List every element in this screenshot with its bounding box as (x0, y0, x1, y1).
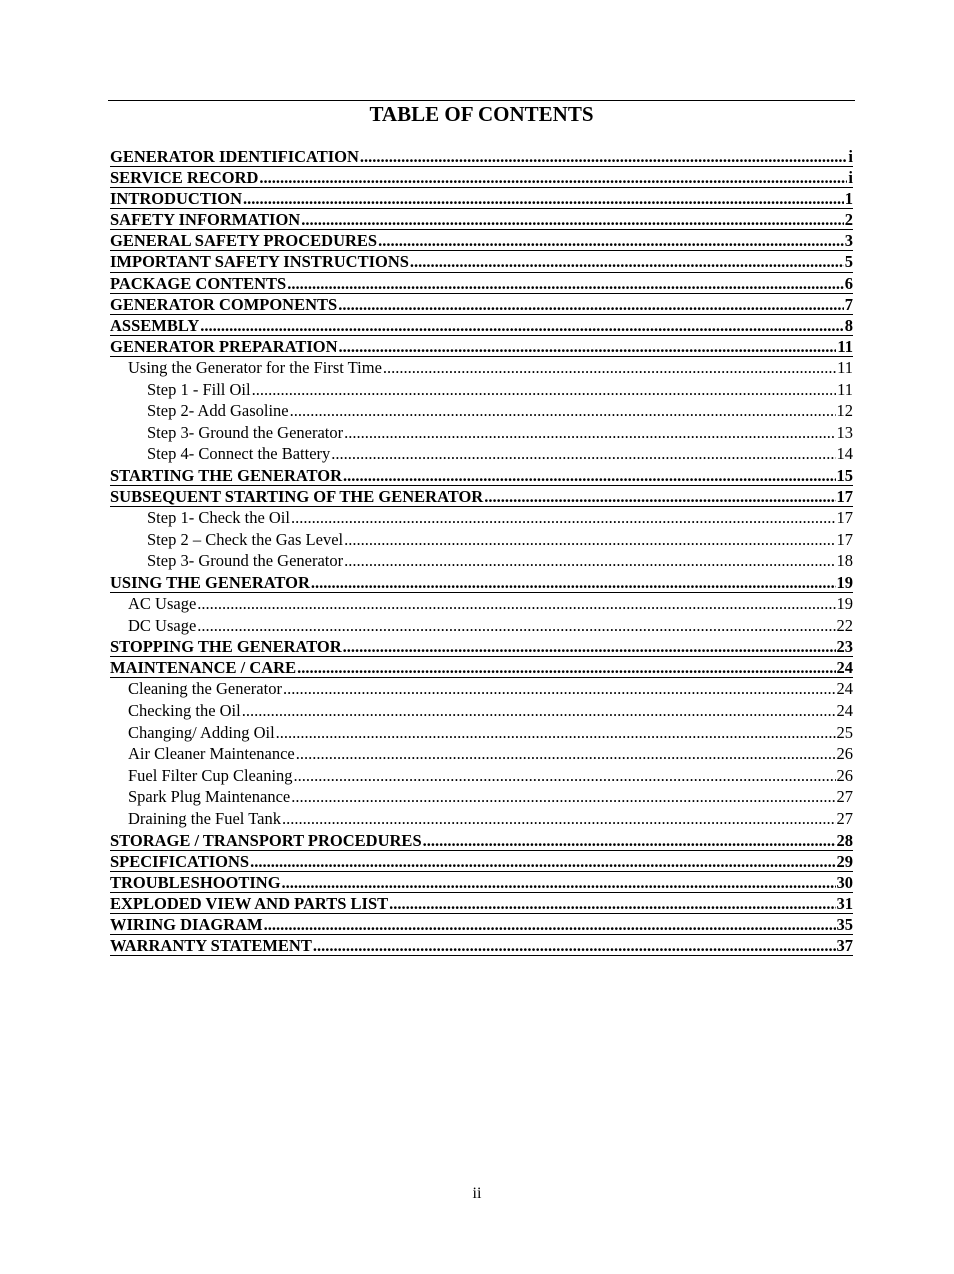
toc-entry[interactable] (110, 273, 853, 294)
toc-entry[interactable] (110, 830, 853, 851)
dot-leader (339, 336, 837, 357)
dot-leader (338, 294, 844, 315)
toc-entry-page: 19 (836, 572, 853, 592)
toc-entry[interactable] (110, 893, 853, 914)
toc-entry-title: WARRANTY STATEMENT (110, 935, 312, 955)
toc-entry[interactable] (110, 251, 853, 272)
toc-entry[interactable] (110, 743, 853, 765)
toc-entry[interactable] (110, 188, 853, 209)
toc-entry-title: Spark Plug Maintenance (128, 787, 291, 807)
toc-entry-title: MAINTENANCE / CARE (110, 658, 297, 678)
toc-entry-title: Step 2- Add Gasoline (147, 401, 289, 421)
toc-list (110, 146, 853, 956)
toc-entry[interactable] (110, 486, 853, 507)
toc-entry[interactable] (110, 507, 853, 529)
dot-leader (290, 400, 836, 422)
toc-entry[interactable] (110, 678, 853, 700)
dot-leader (250, 851, 835, 872)
toc-entry-title: Draining the Fuel Tank (128, 808, 281, 828)
toc-entry-title: GENERATOR PREPARATION (110, 336, 338, 356)
toc-entry-page: 17 (836, 487, 853, 506)
toc-entry[interactable] (110, 379, 853, 401)
toc-entry-page: 8 (844, 315, 853, 335)
page-title: TABLE OF CONTENTS (369, 102, 594, 126)
dot-leader (343, 636, 836, 657)
toc-entry-page: 13 (836, 422, 853, 442)
toc-entry-title: Step 1 - Fill Oil (147, 379, 251, 399)
toc-entry-title: ASSEMBLY (110, 315, 200, 335)
toc-entry-page: 5 (844, 252, 853, 272)
toc-entry-title: TROUBLESHOOTING (110, 872, 281, 892)
toc-entry-page: 24 (836, 658, 853, 678)
toc-entry[interactable] (110, 615, 853, 637)
toc-entry[interactable] (110, 657, 853, 678)
toc-entry-title: GENERAL SAFETY PROCEDURES (110, 231, 378, 251)
toc-entry-title: PACKAGE CONTENTS (110, 273, 287, 293)
toc-entry-title: INTRODUCTION (110, 189, 243, 209)
toc-entry-page: 19 (836, 593, 853, 613)
dot-leader (264, 914, 836, 935)
toc-entry-title: Step 3- Ground the Generator (147, 422, 344, 442)
dot-leader (343, 465, 835, 486)
toc-entry-page: 31 (836, 893, 853, 913)
toc-entry[interactable] (110, 230, 853, 251)
toc-entry[interactable] (110, 167, 853, 188)
dot-leader (197, 593, 835, 615)
toc-entry-title: USING THE GENERATOR (110, 572, 310, 592)
toc-entry[interactable] (110, 722, 853, 744)
dot-leader (410, 251, 844, 272)
dot-leader (331, 443, 835, 465)
toc-entry-page: 18 (836, 551, 853, 571)
toc-entry[interactable] (110, 914, 853, 935)
toc-entry-page: 25 (836, 722, 853, 742)
toc-entry-page: 29 (836, 851, 853, 871)
toc-entry-page: 27 (836, 787, 853, 807)
toc-entry[interactable] (110, 422, 853, 444)
toc-entry[interactable] (110, 336, 853, 357)
toc-entry-page: 37 (836, 935, 853, 955)
dot-leader (283, 678, 836, 700)
toc-entry-title: STOPPING THE GENERATOR (110, 637, 342, 657)
toc-entry-title: SUBSEQUENT STARTING OF THE GENERATOR (110, 487, 484, 506)
toc-entry-page: 28 (836, 830, 853, 850)
toc-entry[interactable] (110, 443, 853, 465)
toc-entry[interactable] (110, 808, 853, 830)
toc-entry[interactable] (110, 593, 853, 615)
toc-entry-title: SERVICE RECORD (110, 168, 259, 188)
toc-entry-title: GENERATOR COMPONENTS (110, 294, 338, 314)
toc-entry[interactable] (110, 209, 853, 230)
dot-leader (313, 935, 836, 956)
toc-entry-page: 17 (836, 508, 853, 528)
toc-entry[interactable] (110, 935, 853, 956)
toc-entry-title: Cleaning the Generator (128, 679, 282, 699)
toc-entry[interactable] (110, 765, 853, 787)
dot-leader (197, 615, 835, 637)
dot-leader (344, 529, 835, 551)
dot-leader (287, 273, 844, 294)
toc-entry[interactable] (110, 529, 853, 551)
dot-leader (344, 550, 835, 572)
dot-leader (242, 700, 836, 722)
toc-entry-page: 35 (836, 914, 853, 934)
dot-leader (301, 209, 844, 230)
toc-entry-title: Step 2 – Check the Gas Level (147, 529, 344, 549)
toc-entry-title: AC Usage (128, 593, 197, 613)
toc-entry-page: 11 (837, 357, 853, 377)
dot-leader (311, 572, 836, 593)
toc-entry[interactable] (110, 294, 853, 315)
toc-entry-page: 24 (836, 679, 853, 699)
dot-leader (360, 146, 847, 167)
dot-leader (200, 315, 843, 336)
dot-leader (243, 188, 844, 209)
toc-entry-page: 26 (836, 765, 853, 785)
toc-entry[interactable] (110, 315, 853, 336)
toc-entry-title: STARTING THE GENERATOR (110, 465, 343, 485)
dot-leader (389, 893, 835, 914)
dot-leader (252, 379, 837, 401)
page-number: ii (472, 1185, 482, 1202)
toc-entry-page: i (848, 168, 853, 188)
toc-entry[interactable] (110, 357, 853, 379)
dot-leader (484, 486, 835, 507)
dot-leader (297, 657, 835, 678)
toc-entry-page: 1 (844, 189, 853, 209)
toc-entry-page: 26 (836, 744, 853, 764)
toc-entry-title: WIRING DIAGRAM (110, 914, 263, 934)
toc-entry-page: 11 (837, 379, 853, 399)
dot-leader (282, 872, 836, 893)
toc-entry-page: 14 (836, 444, 853, 464)
toc-entry-title: Step 1- Check the Oil (147, 508, 290, 528)
toc-entry[interactable] (110, 465, 853, 486)
toc-entry-title: IMPORTANT SAFETY INSTRUCTIONS (110, 252, 409, 272)
dot-leader (378, 230, 844, 251)
dot-leader (294, 765, 836, 787)
toc-entry-page: 6 (844, 273, 853, 293)
toc-entry-title: Step 3- Ground the Generator (147, 551, 344, 571)
toc-entry-title: EXPLODED VIEW AND PARTS LIST (110, 893, 389, 913)
dot-leader (423, 830, 836, 851)
toc-entry-page: i (848, 147, 853, 166)
toc-entry[interactable] (110, 146, 853, 167)
toc-entry-title: Changing/ Adding Oil (128, 722, 275, 742)
toc-entry-title: Step 4- Connect the Battery (147, 444, 331, 464)
toc-entry[interactable] (110, 851, 853, 872)
toc-entry-title: GENERATOR IDENTIFICATION (110, 147, 359, 166)
toc-entry-title: Air Cleaner Maintenance (128, 744, 295, 764)
toc-entry-page: 7 (844, 294, 853, 314)
dot-leader (383, 357, 836, 379)
toc-entry-title: Using the Generator for the First Time (128, 357, 382, 377)
dot-leader (291, 786, 835, 808)
toc-entry-page: 17 (836, 529, 853, 549)
toc-entry[interactable] (110, 700, 853, 722)
dot-leader (291, 507, 836, 529)
toc-entry-title: SAFETY INFORMATION (110, 210, 301, 230)
toc-entry-page: 27 (836, 808, 853, 828)
dot-leader (276, 722, 836, 744)
toc-entry-page: 11 (837, 336, 853, 356)
toc-entry-page: 30 (836, 872, 853, 892)
toc-entry-page: 23 (836, 637, 853, 657)
toc-entry[interactable] (110, 636, 853, 657)
toc-entry-title: Fuel Filter Cup Cleaning (128, 765, 293, 785)
toc-entry[interactable] (110, 572, 853, 593)
toc-entry-title: SPECIFICATIONS (110, 851, 250, 871)
toc-entry[interactable] (110, 550, 853, 572)
toc-entry-page: 22 (836, 615, 853, 635)
toc-entry-page: 15 (836, 465, 853, 485)
toc-entry[interactable] (110, 400, 853, 422)
toc-entry-page: 2 (844, 210, 853, 230)
toc-entry[interactable] (110, 786, 853, 808)
toc-entry-page: 24 (836, 700, 853, 720)
dot-leader (259, 167, 847, 188)
toc-entry-title: STORAGE / TRANSPORT PROCEDURES (110, 830, 422, 850)
toc-entry-title: DC Usage (128, 615, 197, 635)
toc-entry-page: 12 (836, 401, 853, 421)
toc-entry-title: Checking the Oil (128, 700, 241, 720)
dot-leader (296, 743, 836, 765)
toc-entry-page: 3 (844, 231, 853, 251)
toc-entry[interactable] (110, 872, 853, 893)
dot-leader (282, 808, 836, 830)
dot-leader (344, 422, 835, 444)
